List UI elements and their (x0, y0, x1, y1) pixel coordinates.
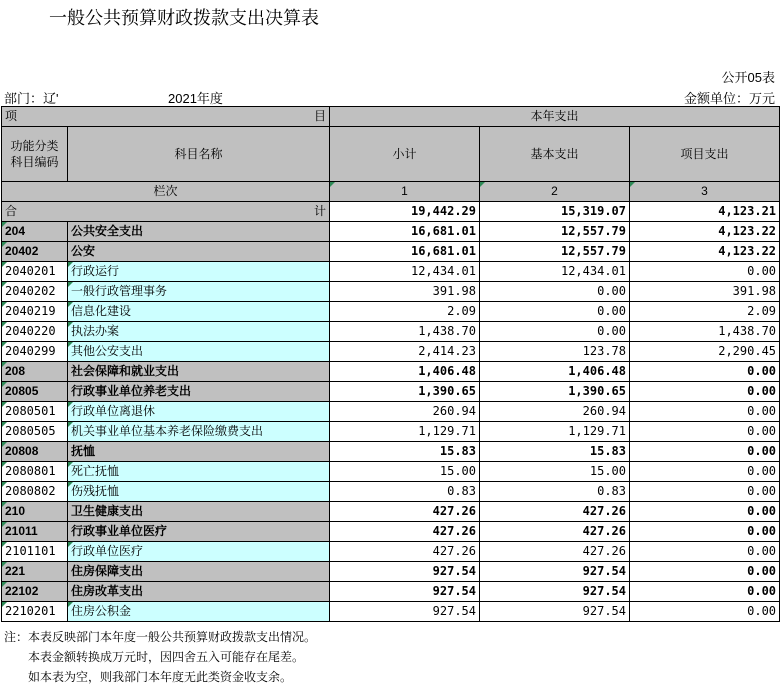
subtotal-value: 1,406.48 (330, 362, 480, 382)
project-value: 0.00 (630, 462, 780, 482)
subtotal-value: 391.98 (330, 282, 480, 302)
subject-name: 行政运行 (68, 262, 330, 282)
subject-name: 卫生健康支出 (68, 502, 330, 522)
current-expense-header: 本年支出 (330, 107, 780, 127)
table-row (2, 522, 780, 542)
basic-value: 15.00 (480, 462, 630, 482)
footnote-line: 本表金额转换成万元时，因四舍五入可能存在尾差。 (4, 650, 305, 664)
subtotal-value: 12,434.01 (330, 262, 480, 282)
form-number: 公开05表 (721, 70, 775, 85)
table-row (2, 302, 780, 322)
total-label-right: 计 (313, 204, 326, 218)
subject-name: 行政事业单位医疗 (68, 522, 330, 542)
subject-name: 社会保障和就业支出 (68, 362, 330, 382)
basic-value: 427.26 (480, 502, 630, 522)
subject-code: 2080505 (2, 422, 68, 442)
basic-value: 12,434.01 (480, 262, 630, 282)
expenditure-table (1, 106, 780, 622)
subtotal-value: 427.26 (330, 502, 480, 522)
basic-value: 1,129.71 (480, 422, 630, 442)
total-label (2, 202, 330, 222)
project-value: 2.09 (630, 302, 780, 322)
header-row-1 (2, 107, 780, 127)
subject-name: 伤残抚恤 (68, 482, 330, 502)
project-value: 0.00 (630, 522, 780, 542)
name-column-header: 科目名称 (68, 127, 330, 182)
subject-code: 22102 (2, 582, 68, 602)
subtotal-value: 16,681.01 (330, 222, 480, 242)
table-row (2, 562, 780, 582)
total-row (2, 202, 780, 222)
project-value: 0.00 (630, 402, 780, 422)
column-number-3: 3 (630, 182, 780, 202)
item-header (2, 107, 330, 127)
subject-code: 2080802 (2, 482, 68, 502)
project-value: 0.00 (630, 442, 780, 462)
subject-name: 住房改革支出 (68, 582, 330, 602)
basic-value: 1,390.65 (480, 382, 630, 402)
header-row-2 (2, 127, 780, 182)
basic-value: 927.54 (480, 602, 630, 622)
subject-name: 住房保障支出 (68, 562, 330, 582)
subtotal-value: 927.54 (330, 582, 480, 602)
subject-code: 20402 (2, 242, 68, 262)
project-value: 0.00 (630, 582, 780, 602)
subtotal-value: 15.83 (330, 442, 480, 462)
table-row (2, 382, 780, 402)
basic-value: 12,557.79 (480, 222, 630, 242)
item-header-right: 目 (313, 109, 326, 123)
page-title: 一般公共预算财政拨款支出决算表 (49, 8, 319, 29)
subject-code: 2210201 (2, 602, 68, 622)
subject-name: 公安 (68, 242, 330, 262)
subtotal-value: 2.09 (330, 302, 480, 322)
project-column-header: 项目支出 (630, 127, 780, 182)
table-row (2, 322, 780, 342)
table-row (2, 282, 780, 302)
column-label: 栏次 (2, 182, 330, 202)
table-row (2, 422, 780, 442)
subject-code: 2040201 (2, 262, 68, 282)
basic-value: 427.26 (480, 542, 630, 562)
subtotal-value: 15.00 (330, 462, 480, 482)
project-value: 4,123.22 (630, 242, 780, 262)
subtotal-value: 260.94 (330, 402, 480, 422)
basic-column-header: 基本支出 (480, 127, 630, 182)
footnote-line: 如本表为空，则我部门本年度无此类资金收支余。 (4, 670, 293, 684)
table-row (2, 502, 780, 522)
subject-code: 208 (2, 362, 68, 382)
basic-value: 0.00 (480, 322, 630, 342)
basic-value: 12,557.79 (480, 242, 630, 262)
subtotal-value: 16,681.01 (330, 242, 480, 262)
footnotes (4, 627, 316, 687)
subject-name: 其他公安支出 (68, 342, 330, 362)
subtotal-column-header: 小计 (330, 127, 480, 182)
basic-value: 927.54 (480, 582, 630, 602)
basic-value: 0.00 (480, 282, 630, 302)
table-row (2, 602, 780, 622)
basic-value: 15.83 (480, 442, 630, 462)
basic-value: 427.26 (480, 522, 630, 542)
column-number-row (2, 182, 780, 202)
basic-value: 123.78 (480, 342, 630, 362)
subtotal-value: 1,438.70 (330, 322, 480, 342)
project-value: 0.00 (630, 362, 780, 382)
subject-code: 204 (2, 222, 68, 242)
table-row (2, 342, 780, 362)
subject-code: 221 (2, 562, 68, 582)
table-row (2, 402, 780, 422)
project-value: 0.00 (630, 502, 780, 522)
table-row (2, 242, 780, 262)
subject-code: 2040219 (2, 302, 68, 322)
subject-code: 2080801 (2, 462, 68, 482)
fiscal-year: 2021年度 (168, 91, 223, 106)
project-value: 1,438.70 (630, 322, 780, 342)
project-value: 0.00 (630, 262, 780, 282)
project-value: 4,123.22 (630, 222, 780, 242)
subject-name: 死亡抚恤 (68, 462, 330, 482)
subject-code: 20808 (2, 442, 68, 462)
subtotal-value: 1,129.71 (330, 422, 480, 442)
project-value: 0.00 (630, 382, 780, 402)
table-row (2, 482, 780, 502)
amount-unit: 金额单位：万元 (683, 91, 775, 106)
subject-code: 2101101 (2, 542, 68, 562)
project-value: 0.00 (630, 562, 780, 582)
subtotal-value: 427.26 (330, 522, 480, 542)
subject-name: 信息化建设 (68, 302, 330, 322)
subtotal-value: 1,390.65 (330, 382, 480, 402)
project-value: 2,290.45 (630, 342, 780, 362)
subtotal-value: 427.26 (330, 542, 480, 562)
table-row (2, 262, 780, 282)
subject-name: 行政单位离退休 (68, 402, 330, 422)
table-row (2, 542, 780, 562)
subject-name: 行政事业单位养老支出 (68, 382, 330, 402)
subject-name: 抚恤 (68, 442, 330, 462)
basic-value: 260.94 (480, 402, 630, 422)
subject-name: 行政单位医疗 (68, 542, 330, 562)
table-row (2, 462, 780, 482)
subject-code: 2040299 (2, 342, 68, 362)
project-value: 391.98 (630, 282, 780, 302)
total-label-left: 合 (5, 204, 18, 218)
column-number-2: 2 (480, 182, 630, 202)
subtotal-value: 927.54 (330, 602, 480, 622)
total-subtotal: 19,442.29 (330, 202, 480, 222)
subject-name: 机关事业单位基本养老保险缴费支出 (68, 422, 330, 442)
basic-value: 1,406.48 (480, 362, 630, 382)
project-value: 0.00 (630, 542, 780, 562)
table-row (2, 442, 780, 462)
subject-name: 一般行政管理事务 (68, 282, 330, 302)
project-value: 0.00 (630, 482, 780, 502)
total-project: 4,123.21 (630, 202, 780, 222)
subtotal-value: 0.83 (330, 482, 480, 502)
total-basic: 15,319.07 (480, 202, 630, 222)
item-header-left: 项 (5, 109, 18, 123)
table-row (2, 582, 780, 602)
project-value: 0.00 (630, 602, 780, 622)
subject-code: 2040202 (2, 282, 68, 302)
footnote-line: 注：本表反映部门本年度一般公共预算财政拨款支出情况。 (4, 630, 317, 644)
subject-name: 住房公积金 (68, 602, 330, 622)
subtotal-value: 2,414.23 (330, 342, 480, 362)
subject-code: 2080501 (2, 402, 68, 422)
department-label: 部门：辽' (4, 91, 59, 106)
basic-value: 0.83 (480, 482, 630, 502)
subject-code: 210 (2, 502, 68, 522)
code-column-header: 功能分类 科目编码 (2, 127, 68, 182)
basic-value: 927.54 (480, 562, 630, 582)
table-row (2, 362, 780, 382)
subject-name: 执法办案 (68, 322, 330, 342)
subtotal-value: 927.54 (330, 562, 480, 582)
subject-code: 20805 (2, 382, 68, 402)
subject-code: 21011 (2, 522, 68, 542)
subject-code: 2040220 (2, 322, 68, 342)
column-number-1: 1 (330, 182, 480, 202)
project-value: 0.00 (630, 422, 780, 442)
basic-value: 0.00 (480, 302, 630, 322)
table-row (2, 222, 780, 242)
subject-name: 公共安全支出 (68, 222, 330, 242)
